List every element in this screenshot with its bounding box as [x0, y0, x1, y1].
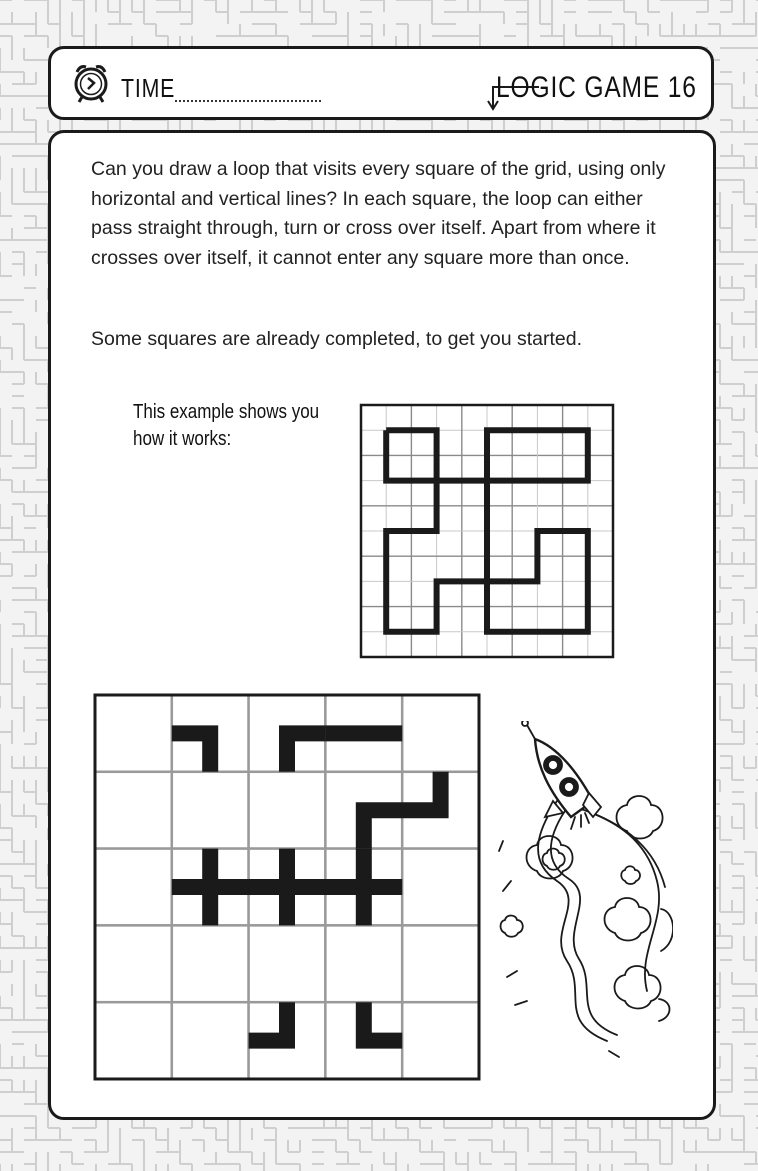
instructions-text: Can you draw a loop that visits every square of the grid, using only horizontal and vertical lines? In each square, the loop can either pass straight through, turn or cross over itself. Apart from where it crosses over itself, it cannot enter any square more than once.: [91, 158, 666, 269]
puzzle-cell[interactable]: [172, 925, 249, 1002]
puzzle-cell[interactable]: [402, 849, 479, 926]
example-label: This example shows you how it works:: [133, 401, 320, 450]
game-title: LOGIC GAME 16: [496, 71, 697, 104]
puzzle-cell[interactable]: [402, 695, 479, 772]
example-loop: [386, 430, 588, 632]
puzzle-cell[interactable]: [95, 849, 172, 926]
starting-note: Some squares are already completed, to get you started.: [91, 328, 583, 350]
puzzle-cell[interactable]: [249, 772, 326, 849]
puzzle-cell[interactable]: [95, 772, 172, 849]
puzzle-cell[interactable]: [402, 925, 479, 1002]
header-bar: [48, 46, 714, 120]
puzzle-cell[interactable]: [325, 925, 402, 1002]
puzzle-grid[interactable]: [93, 693, 481, 1081]
puzzle-cell[interactable]: [95, 1002, 172, 1079]
puzzle-cell[interactable]: [172, 772, 249, 849]
puzzle-cell[interactable]: [402, 1002, 479, 1079]
puzzle-panel: [48, 130, 716, 1120]
puzzle-cell[interactable]: [95, 925, 172, 1002]
rocket-illustration: [497, 721, 673, 1065]
alarm-clock-icon: [71, 61, 111, 103]
puzzle-cell[interactable]: [172, 1002, 249, 1079]
puzzle-cell[interactable]: [95, 695, 172, 772]
example-grid: [359, 403, 615, 659]
puzzle-cell[interactable]: [249, 925, 326, 1002]
time-label: TIME: [121, 73, 176, 103]
time-entry-line[interactable]: [175, 100, 321, 102]
